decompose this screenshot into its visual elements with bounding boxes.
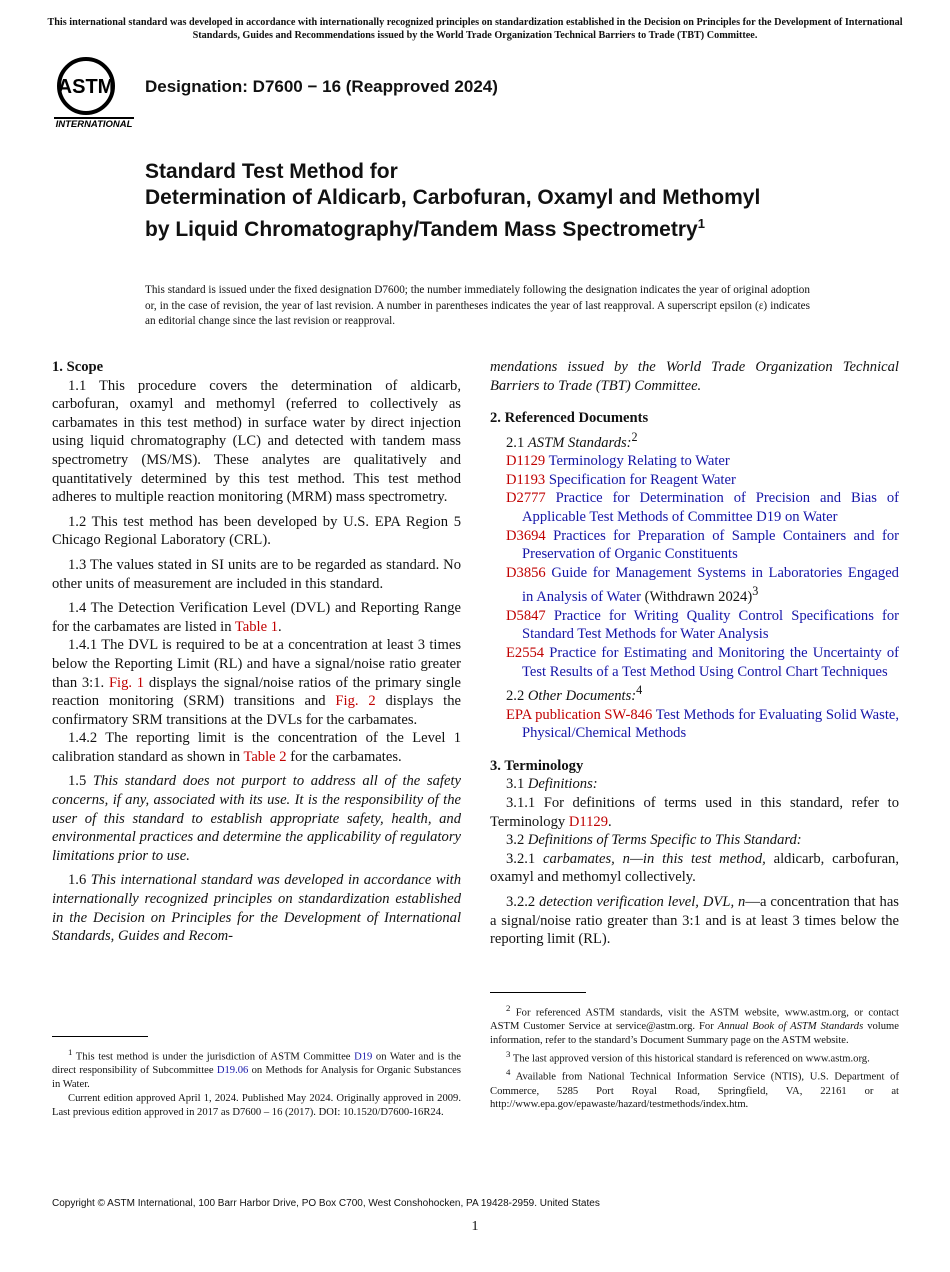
- table-2-link[interactable]: Table 2: [243, 748, 287, 765]
- section-3-heading: 3. Terminology: [490, 757, 584, 774]
- preamble: This standard is issued under the fixed designation D7600; the number immediately following the designation indicates the year of original adoption or, in the case of revision, the year of last revision. A number in parentheses indicates the year of last reapproval. A superscript epsilon (ε) indicates an editorial change since the last revision or reapproval.: [145, 284, 810, 327]
- other-documents-label: 2.2 Other Documents:$^4$: [506, 683, 643, 705]
- para-1-4: 1.4 The Detection Verification Level (DVL) and Reporting Range for the carbamates are listed in Table 1.: [52, 600, 461, 635]
- d1129-link[interactable]: D1129: [568, 813, 609, 830]
- right-column: [490, 358, 899, 949]
- d19-link[interactable]: D19: [354, 1051, 373, 1063]
- document-title: [145, 159, 765, 243]
- para-3-1-1: 3.1.1 For definitions of terms used in this standard, refer to Terminology D1129.: [490, 795, 899, 830]
- title-line-1: Standard Test Method for: [145, 160, 398, 183]
- designation: Designation: D7600 − 16 (Reapproved 2024): [145, 77, 498, 96]
- ref-item[interactable]: D2777 Practice for Determination of Precision and Bias of Applicable Test Methods of Committee D19 on Water: [506, 490, 899, 526]
- para-1-1: 1.1 This procedure covers the determination of aldicarb, carbofuran, oxamyl and methomyl (referred to collectively as carbamates in this test method) in surface water by direct injection using liquid chromatography (LC) and detected with tandem mass spectrometry (MS/MS). These analytes are qualitatively and quantitatively determined by this test method. This test method adheres to multiple reaction monitoring (MRM) mass spectrometry.: [52, 377, 461, 506]
- ref-item[interactable]: D5847 Practice for Writing Quality Control Specifications for Standard Test Methods for Water Analysis: [506, 607, 899, 643]
- para-3-2-1: 3.2.1 carbamates, n—in this test method, aldicarb, carbofuran, oxamyl and methomyl collectively.: [490, 850, 899, 886]
- footnotes-left: [52, 1046, 461, 1120]
- footnotes-right: [490, 1002, 899, 1112]
- para-1-3: 1.3 The values stated in SI units are to be regarded as standard. No other units of measurement are included in this standard.: [52, 556, 461, 592]
- para-1-6: 1.6 This international standard was developed in accordance with internationally recognized principles on standardization established in the Decision on Principles for the Development of International Standards, Guides and Recom-: [52, 872, 462, 945]
- ref-item[interactable]: E2554 Practice for Estimating and Monitoring the Uncertainty of Test Results of a Test Method Using Control Chart Techniques: [506, 645, 899, 680]
- d19-06-link[interactable]: D19.06: [216, 1065, 249, 1077]
- para-1-4-2: 1.4.2 The reporting limit is the concentration of the Level 1 calibration standard as shown in Table 2 for the carbamates.: [52, 730, 461, 765]
- para-1-6-continued: mendations issued by the World Trade Organization Technical Barriers to Trade (TBT) Committee.: [490, 359, 899, 394]
- para-1-4-1: 1.4.1 The DVL is required to be at a concentration at least 3 times below the Reporting Limit (RL) and have a signal/noise ratio greater than 3:1. Fig. 1 displays the signal/noise ratios of the primary single reaction monitoring (SRM) transitions and Fig. 2 displays the confirmatory SRM transitions at the DVLs for the carbamates.: [52, 637, 461, 728]
- footnote-divider-left: [52, 1036, 148, 1037]
- section-1-heading: 1. Scope: [52, 359, 104, 375]
- ref-item[interactable]: D3694 Practices for Preparation of Sample Containers and for Preservation of Organic Constituents: [506, 527, 899, 563]
- svg-text:INTERNATIONAL: INTERNATIONAL: [55, 119, 133, 130]
- copyright-line: Copyright © ASTM International, 100 Barr Harbor Drive, PO Box C700, West Conshohocken, PA 19428-2959. United States: [52, 1198, 600, 1209]
- ref-item[interactable]: D1193 Specification for Reagent Water: [506, 471, 736, 488]
- fig-1-link[interactable]: Fig. 1: [108, 674, 145, 691]
- header-notice: This international standard was developed in accordance with internationally recognized principles on standardization established in the Decision on Principles for the Development of International Standards, Guides and Recommendations issued by the World Trade Organization Technical Barriers to Trade (TBT) Committee.: [47, 17, 903, 41]
- left-column: [52, 358, 461, 946]
- title-footnote-marker: 1: [697, 216, 705, 231]
- astm-logo-icon: [52, 56, 136, 132]
- footnote-divider-right: [490, 992, 586, 993]
- para-3-2-2: 3.2.2 detection verification level, DVL, n—a concentration that has a signal/noise ratio greater than 3:1 and is at least 3 times below the reporting limit (RL).: [490, 894, 899, 948]
- astm-standards-label: 2.1 ASTM Standards:$^2$: [506, 429, 638, 451]
- ref-item-epa[interactable]: EPA publication SW-846 Test Methods for Evaluating Solid Waste, Physical/Chemical Methods: [506, 706, 900, 742]
- section-2-heading: 2. Referenced Documents: [490, 410, 649, 427]
- para-3-1: 3.1 Definitions:: [506, 776, 598, 793]
- title-line-2: Determination of Aldicarb, Carbofuran, Oxamyl and Methomyl by Liquid Chromatography/Tandem Mass Spectrometry$^1$: [145, 186, 761, 241]
- para-1-2: 1.2 This test method has been developed by U.S. EPA Region 5 Chicago Regional Laboratory (CRL).: [52, 513, 461, 549]
- ref-item[interactable]: D1129 Terminology Relating to Water: [506, 453, 730, 470]
- para-3-2: 3.2 Definitions of Terms Specific to This Standard:: [506, 832, 802, 849]
- page-number: 1: [471, 1219, 479, 1234]
- ref-item[interactable]: D3856 Guide for Management Systems in Laboratories Engaged in Analysis of Water (Withdrawn 2024)$^3$: [506, 564, 899, 606]
- footnote-2: $^2$ For referenced ASTM standards, visit the ASTM website, www.astm.org, or contact ASTM Customer Service at service@astm.org. For Annual Book of ASTM Standards volume information, refer to the standard’s Document Summary page on the ASTM website.: [490, 1003, 899, 1047]
- astm-logo: [52, 56, 136, 132]
- footnote-4: $^4$ Available from National Technical Information Service (NTIS), U.S. Department of Commerce, 5285 Port Royal Road, Springfield, VA, 22161 or at http://www.epa.gov/epawaste/hazard/testmethods/index.htm.: [490, 1067, 899, 1111]
- table-1-link[interactable]: Table 1: [234, 618, 279, 635]
- edition-note: Current edition approved April 1, 2024. Published May 2024. Originally approved in 2009. Last previous edition approved in 2017 as D7600 – 16 (2017). DOI: 10.1520/D7600-16R24.: [52, 1092, 461, 1118]
- svg-text:ASTM: ASTM: [57, 76, 115, 98]
- footnote-3: $^3$ The last approved version of this historical standard is referenced on www.astm.org.: [506, 1048, 870, 1065]
- fig-2-link[interactable]: Fig. 2: [335, 693, 376, 710]
- footnote-1: $^1$ This test method is under the jurisdiction of ASTM Committee D19 on Water and is the direct responsibility of Subcommittee D19.06 on Methods for Analysis for Organic Substances in Water.: [52, 1047, 461, 1091]
- para-1-5: 1.5 This standard does not purport to address all of the safety concerns, if any, associated with its use. It is the responsibility of the user of this standard to establish appropriate safety, health, and environmental practices and determine the applicability of regulatory limitations prior to use.: [52, 773, 461, 864]
